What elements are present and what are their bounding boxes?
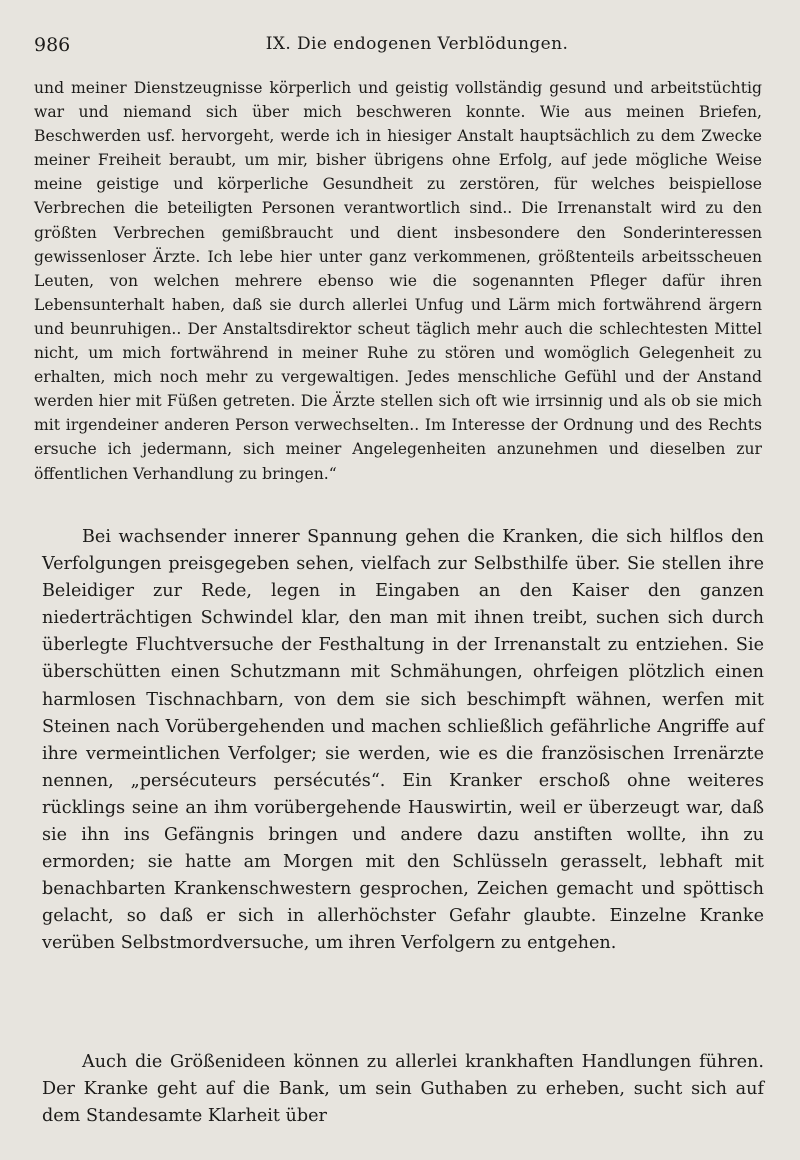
paragraph-text: Bei wachsender innerer Spannung gehen die Kranken, die sich hilflos den Verfolgungen preisgegeben sehen, vielfach zur Selbsthilfe über. Sie stellen ihre Beleidiger zur Rede, legen in Eingaben an den Kaiser den ganzen niederträchtigen Schwindel klar, den man mit ihnen treibt, suchen sich durch überlegte Fluchtversuche der Festhaltung in der Irrenanstalt zu entziehen. Sie überschütten einen Schutzmann mit Schmähungen, ohrfeigen plötzlich einen harmlosen Tischnachbarn, von dem sie sich beschimpft wähnen, werfen mit Steinen nach Vorübergehenden und machen schließlich gefährliche Angriffe auf ihre vermeintlichen Verfolger; sie werden, wie es die französischen Irrenärzte nennen, „persécuteurs persécutés“. Ein Kranker erschoß ohne weiteres rücklings seine an ihm vorübergehende Hauswirtin, weil er überzeugt war, daß sie ihn ins Gefängnis bringen und andere dazu anstiften wollte, ihn zu ermorden; sie hatte am Morgen mit den Schlüsseln gerasselt, lebhaft mit benachbarten Krankenschwestern gesprochen, Zeichen gemacht und spöttisch gelacht, so daß er sich in allerhöchster Gefahr glaubte. Einzelne Kranke verüben Selbstmordversuche, um ihren Verfolgern zu entgehen. bbox=[42, 527, 764, 954]
quoted-letter-paragraph: und meiner Dienstzeugnisse körperlich und geistig vollständig gesund und arbeitstüchtig war und niemand sich über mich beschweren konnte. Wie aus meinen Briefen, Beschwerden usf. hervorgeht, werde ich in hiesiger Anstalt hauptsächlich zu dem Zwecke meiner Freiheit beraubt, um mir, bisher übrigens ohne Erfolg, auf jede mögliche Weise meine geistige und körperliche Gesundheit zu zerstören, für welches beispiellose Verbrechen die beteiligten Personen verantwortlich sind.. Die Irrenanstalt wird zu den größten Verbrechen gemißbraucht und dient insbesondere den Sonderinteressen gewissenloser Ärzte. Ich lebe hier unter ganz verkommenen, größtenteils arbeitsscheuen Leuten, von welchen mehrere ebenso wie die sogenannten Pfleger dafür ihren Lebensunterhalt haben, daß sie durch allerlei Unfug und Lärm mich fortwährend ärgern und beunruhigen.. Der Anstaltsdirektor scheut täglich mehr auch die schlechtesten Mittel nicht, um mich fortwährend in meiner Ruhe zu stören und womöglich Gelegenheit zu erhalten, mich noch mehr zu vergewaltigen. Jedes menschliche Gefühl und der Anstand werden hier mit Füßen getreten. Die Ärzte stellen sich oft wie irrsinnig und als ob sie mich mit irgendeiner anderen Person verwechselten.. Im Interesse der Ordnung und des Rechts ersuche ich jedermann, sich meiner Angelegenheiten anzunehmen und dieselben zur öffentlichen Verhandlung zu bringen.“ bbox=[34, 79, 762, 483]
paragraph-text: Auch die Größenideen können zu allerlei krankhaften Handlungen führen. Der Kranke geht auf die Bank, um sein Guthaben zu erheben, sucht sich auf dem Standesamte Klarheit über bbox=[42, 1052, 764, 1127]
page-header bbox=[34, 34, 760, 58]
body-paragraph-self-help bbox=[42, 524, 764, 958]
running-head: IX. Die endogenen Verblödungen. bbox=[265, 34, 569, 54]
body-paragraph-delusions-of-grandeur bbox=[42, 1049, 764, 1130]
page-number: 986 bbox=[34, 34, 71, 56]
